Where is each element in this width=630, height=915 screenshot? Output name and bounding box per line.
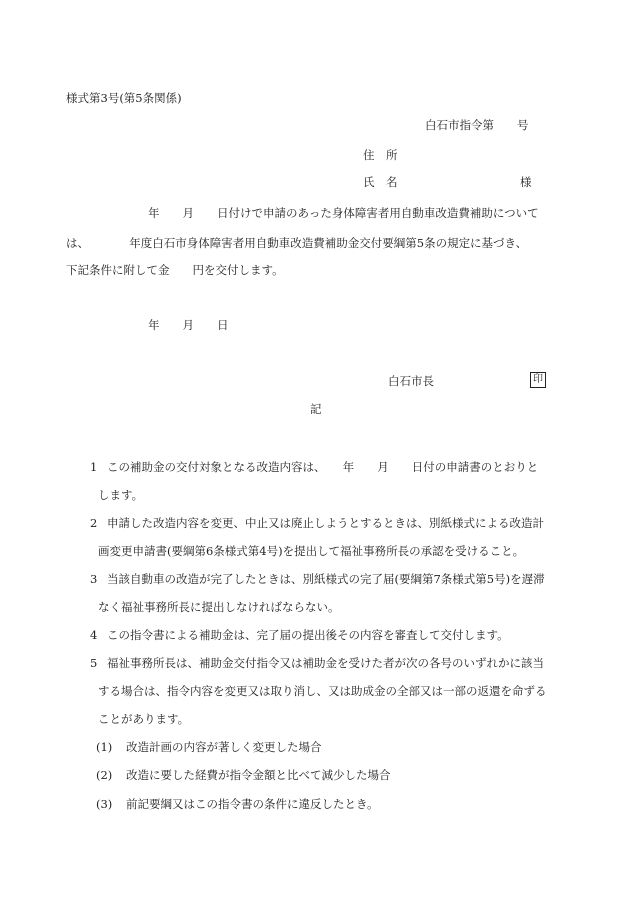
issuer: 白石市長 — [388, 374, 434, 388]
body-line-2: は、 年度白石市身体障害者用自動車改造費補助金交付要綱第5条の規定に基づき、 — [66, 236, 528, 250]
condition-1-line-2: します。 — [98, 488, 144, 502]
condition-4-line-1: この指令書による補助金は、完了届の提出後その内容を審査して交付します。 — [107, 628, 509, 642]
sub-item-3-text: 前記要綱又はこの指令書の条件に違反したとき。 — [126, 797, 379, 811]
address-label: 住 所 — [363, 148, 398, 162]
honorific: 様 — [520, 175, 532, 189]
sub-item-1-number: (1) — [96, 740, 113, 754]
condition-1-number: 1 — [90, 460, 98, 474]
condition-3-number: 3 — [90, 572, 98, 586]
body-line-1: 年 月 日付けで申請のあった身体障害者用自動車改造費補助について — [148, 206, 539, 220]
sub-item-3-number: (3) — [96, 797, 113, 811]
condition-5-line-1: 福祉事務所長は、補助金交付指令又は補助金を受けた者が次の各号のいずれかに該当 — [107, 656, 544, 670]
order-number: 白石市指令第 号 — [425, 118, 529, 132]
date-line: 年 月 日 — [148, 318, 229, 332]
condition-5-number: 5 — [90, 656, 98, 670]
sub-item-2-text: 改造に要した経費が指令金額と比べて減少した場合 — [126, 768, 391, 782]
form-label: 様式第3号(第5条関係) — [66, 91, 182, 105]
condition-5-line-3: ことがあります。 — [98, 712, 190, 726]
sub-item-2-number: (2) — [96, 768, 113, 782]
condition-3-line-2: なく福祉事務所長に提出しなければならない。 — [98, 600, 340, 614]
condition-1-line-1: この補助金の交付対象となる改造内容は、 年 月 日付の申請書のとおりと — [107, 460, 539, 474]
condition-2-line-1: 申請した改造内容を変更、中止又は廃止しようとするときは、別紙様式による改造計 — [107, 516, 544, 530]
sub-item-1-text: 改造計画の内容が著しく変更した場合 — [126, 740, 322, 754]
condition-5-line-2: する場合は、指令内容を変更又は取り消し、又は助成金の全部又は一部の返還を命ずる — [98, 684, 547, 698]
condition-4-number: 4 — [90, 628, 98, 642]
ki-heading: 記 — [310, 402, 322, 416]
condition-2-number: 2 — [90, 516, 98, 530]
body-line-3: 下記条件に附して金 円を交付します。 — [66, 263, 284, 277]
condition-3-line-1: 当該自動車の改造が完了したときは、別紙様式の完了届(要綱第7条様式第5号)を遅滞 — [107, 572, 545, 586]
name-label: 氏 名 — [363, 175, 398, 189]
condition-2-line-2: 画変更申請書(要綱第6条様式第4号)を提出して福祉事務所長の承認を受けること。 — [98, 544, 525, 558]
seal-box: 印 — [530, 372, 546, 388]
